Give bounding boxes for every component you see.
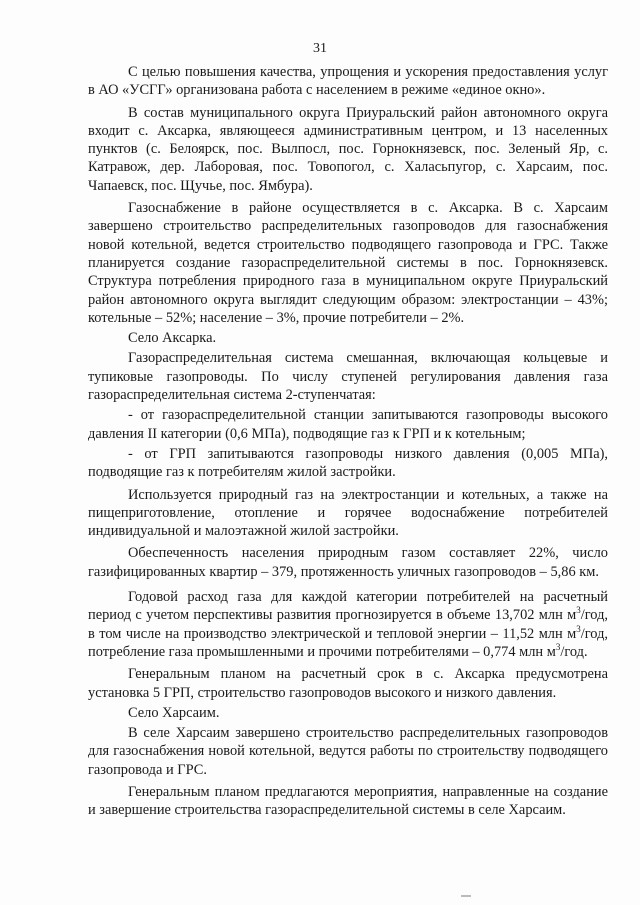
paragraph-kharsaim-construction: В селе Харсаим завершено строительство распределительных газопроводов для газоснабжения новой котельной, ведутся работы по строительству подводящего газопровода и ГРС. — [88, 725, 608, 778]
consumption-text-d: /год. — [560, 643, 588, 660]
scan-mark — [461, 895, 471, 897]
paragraph-annual-consumption — [88, 588, 608, 661]
paragraph-master-plan-kharsaim: Генеральным планом предлагаются мероприятия, направленные на создание и завершение строительства газораспределительной системы в селе Харсаим. — [88, 783, 608, 819]
paragraph-gas-supply: Газоснабжение в районе осуществляется в с. Аксарка. В с. Харсаим завершено строительство распределительных газопроводов для газоснабжения новой котельной, ведется строительство подводящего газопровода и ГРС. Также планируется создание газораспределительной системы в пос. Горнокнязевск. Структура потребления природного газа в муниципальном округе Приуральский район автономного округа выглядит следующим образом: электростанции – 43%; котельные – 52%; население – 3%, прочие потребители – 2%. — [88, 200, 608, 326]
unit-superscript: 3 — [576, 605, 581, 616]
paragraph-district-composition: В состав муниципального округа Приуральский район автономного округа входит с. Аксарка, являющееся административным центром, и 13 населенных пунктов (с. Белоярск, пос. Вылпосл, пос. Горнокнязевск, пос. Зеленый Яр, с. Катравож, дер. Лаборовая, пос. Товопогол, с. Халасьпугор, с. Харсаим, пос. Чапаевск, пос. Щучье, пос. Ямбура). — [88, 104, 608, 194]
paragraph-master-plan-aksarka: Генеральным планом на расчетный срок в с. Аксарка предусмотрена установка 5 ГРП, строительство газопроводов высокого и низкого давления. — [88, 666, 608, 701]
consumption-text-c: /год, потребление газа промышленными и прочими потребителями – 0,774 млн м — [88, 625, 608, 660]
paragraph-single-window: С целью повышения качества, упрощения и ускорения предоставления услуг в АО «УСГГ» организована работа с населением в режиме «единое окно». — [88, 64, 608, 99]
document-body — [88, 63, 608, 822]
heading-kharsaim: Село Харсаим. — [128, 704, 220, 721]
paragraph-gasification: Обеспеченность населения природным газом составляет 22%, число газифицированных квартир – 379, протяженность уличных газопроводов – 5,86 км. — [88, 545, 608, 580]
consumption-text-b: /год, в том числе на производство электрической и тепловой энергии – 11,52 млн м — [88, 607, 608, 642]
heading-aksarka: Село Аксарка. — [128, 330, 217, 347]
consumption-text-a: Годовой расход газа для каждой категории потребителей на расчетный период с учетом перспективы развития прогнозируется в объеме 13,702 млн м — [88, 589, 608, 624]
paragraph-gas-usage: Используется природный газ на электростанции и котельных, а также на пищеприготовление, отопление и горячее водоснабжение потребителей индивидуальной и малоэтажной жилой застройки. — [88, 486, 608, 540]
list-item-high-pressure: - от газораспределительной станции запитываются газопроводы высокого давления II категории (0,6 МПа), подводящие газ к ГРП и к котельным; — [88, 407, 608, 442]
paragraph-gas-system: Газораспределительная система смешанная, включающая кольцевые и тупиковые газопроводы. По числу ступеней регулирования давления газа газораспределительная система 2-ступенчатая: — [88, 350, 608, 404]
unit-superscript: 3 — [555, 642, 561, 653]
list-item-low-pressure: - от ГРП запитываются газопроводы низкого давления (0,005 МПа), подводящие газ к потребителям жилой застройки. — [88, 445, 608, 481]
unit-superscript: 3 — [576, 623, 581, 634]
page-number: 31 — [313, 41, 327, 56]
